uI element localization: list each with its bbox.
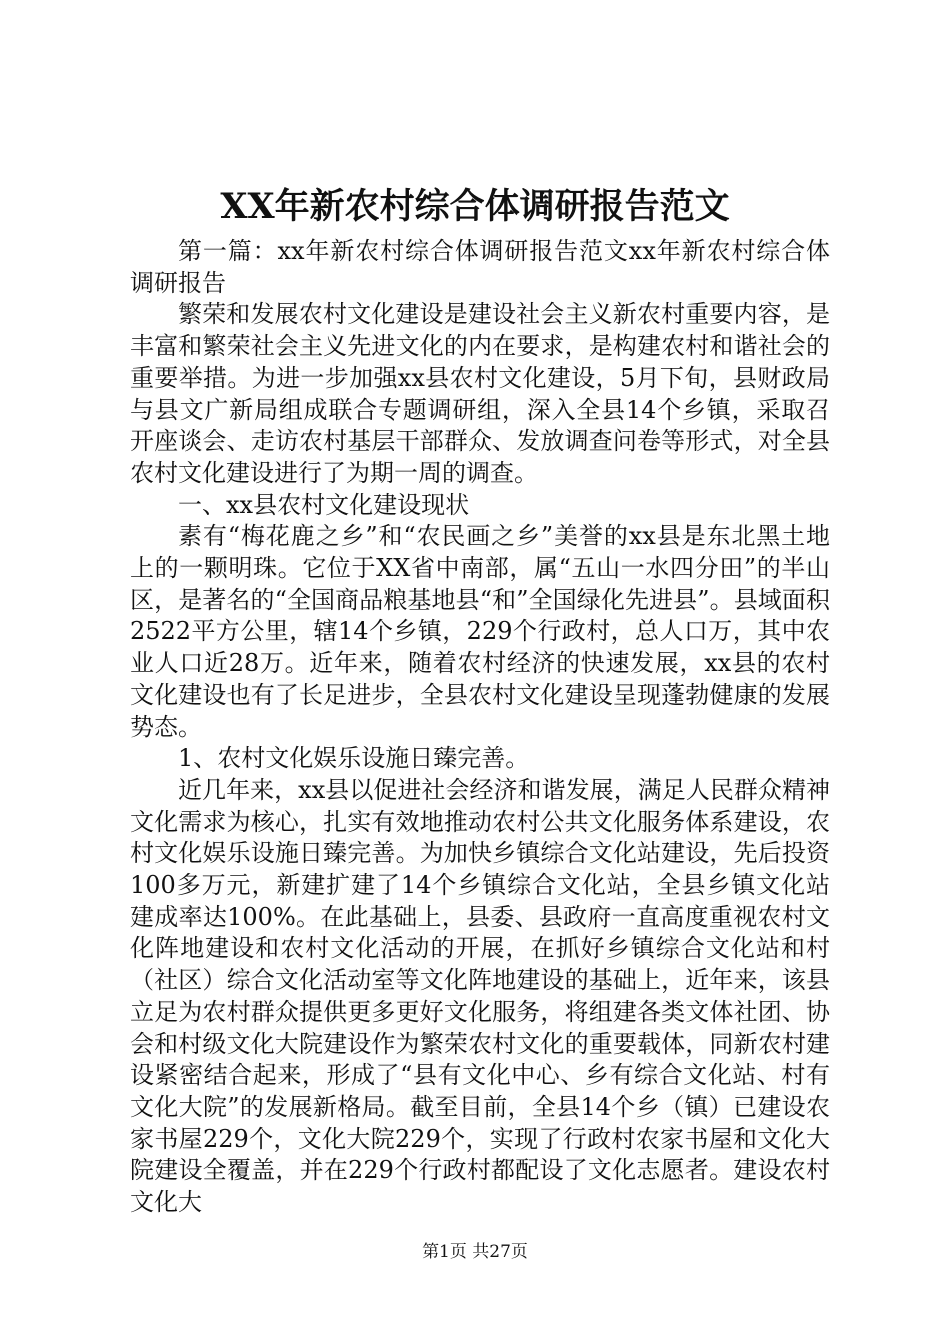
subsection-heading-facilities: 1、农村文化娱乐设施日臻完善。	[178, 744, 530, 773]
document-title: XX年新农村综合体调研报告范文	[220, 186, 730, 227]
page-footer: 第1页 共27页	[422, 1242, 528, 1262]
paragraph-facilities: 近几年来，xx县以促进社会经济和谐发展，满足人民群众精神文化需求为核心，扎实有效地推动农村公共文化服务体系建设，农村文化娱乐设施日臻完善。为加快乡镇综合文化站建设，先后投资100多万元，新建扩建了14个乡镇综合文化站，全县乡镇文化站建成率达100%。在此基础上，县委、县政府一直高度重视农村文化阵地建设和农村文化活动的开展，在抓好乡镇综合文化站和村（社区）综合文化活动室等文化阵地建设的基础上，近年来，该县立足为农村群众提供更多更好文化服务，将组建各类文体社团、协会和村级文化大院建设作为繁荣农村文化的重要载体，同新农村建设紧密结合起来，形成了“县有文化中心、乡有综合文化站、村有文化大院”的发展新格局。截至目前，全县14个乡（镇）已建设农家书屋229个，文化大院229个，实现了行政村农家书屋和文化大院建设全覆盖，并在229个行政村都配设了文化志愿者。建设农村文化大	[130, 775, 830, 1217]
section-heading-status: 一、xx县农村文化建设现状	[178, 490, 470, 519]
document-body	[130, 236, 830, 1219]
paragraph-background: 繁荣和发展农村文化建设是建设社会主义新农村重要内容，是丰富和繁荣社会主义先进文化的内在要求，是构建农村和谐社会的重要举措。为进一步加强xx县农村文化建设，5月下旬，县财政局与县文广新局组成联合专题调研组，深入全县14个乡镇，采取召开座谈会、走访农村基层干部群众、发放调查问卷等形式，对全县农村文化建设进行了为期一周的调查。	[130, 300, 830, 487]
paragraph-intro: 第一篇：xx年新农村综合体调研报告范文xx年新农村综合体调研报告	[130, 237, 830, 297]
paragraph-county-overview: 素有“梅花鹿之乡”和“农民画之乡”美誉的xx县是东北黑土地上的一颗明珠。它位于XX省中南部，属“五山一水四分田”的半山区，是著名的“全国商品粮基地县“和”全国绿化先进县”。县域面积2522平方公里，辖14个乡镇，229个行政村，总人口万，其中农业人口近28万。近年来，随着农村经济的快速发展，xx县的农村文化建设也有了长足进步，全县农村文化建设呈现蓬勃健康的发展势态。	[130, 522, 830, 741]
